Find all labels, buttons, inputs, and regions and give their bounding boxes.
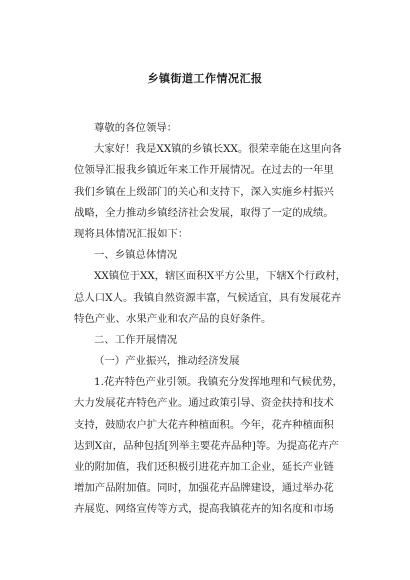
paragraph-line: 业的附加值，我们还积极引进花卉加工企业，延长产业链 [74,461,334,473]
paragraph-line: 增加产品附加值。同时，加强花卉品牌建设，通过举办花 [74,482,334,495]
paragraph-line: 一、乡镇总体情况 [94,249,178,262]
paragraph-line: 特色产业、水果产业和农产品的良好条件。 [74,312,272,325]
paragraph-line: 1.花卉特色产业引领。我镇充分发挥地理和气候优势， [94,376,343,389]
paragraph-line: 总人口X人。我镇自然资源丰富，气候适宜，具有发展花卉 [74,291,342,304]
paragraph-line: 大力发展花卉特色产业。通过政策引导、资金扶持和技术 [74,397,334,410]
paragraph-line: 现将具体情况汇报如下： [74,227,189,240]
paragraph-line: 达到X亩，品种包括[列举主要花卉品种]等。为提高花卉产 [74,439,339,452]
paragraph-line: 尊敬的各位领导： [94,122,178,134]
document-title: 乡镇街道工作情况汇报 [147,72,263,85]
paragraph-line: 卉展览、网络宣传等方式，提高我镇花卉的知名度和市场 [74,503,334,516]
paragraph-line: XX镇位于XX，辖区面积X平方公里，下辖X个行政村， [94,270,347,283]
paragraph-line: 位领导汇报我乡镇近年来工作开展情况。在过去的一年里 [74,164,334,177]
paragraph-line: 我们乡镇在上级部门的关心和支持下，深入实施乡村振兴 [74,185,334,198]
document-body [74,118,350,521]
paragraph-line: （一）产业振兴，推动经济发展 [94,355,240,368]
paragraph-line: 大家好！我是XX镇的乡镇长XX。很荣幸能在这里向各 [94,143,342,156]
paragraph-line: 二、工作开展情况 [94,333,178,346]
paragraph-line: 支持，鼓励农户扩大花卉种植面积。今年，花卉种植面积 [74,418,334,431]
paragraph-line: 战略，全力推动乡镇经济社会发展，取得了一定的成绩。 [74,206,334,219]
